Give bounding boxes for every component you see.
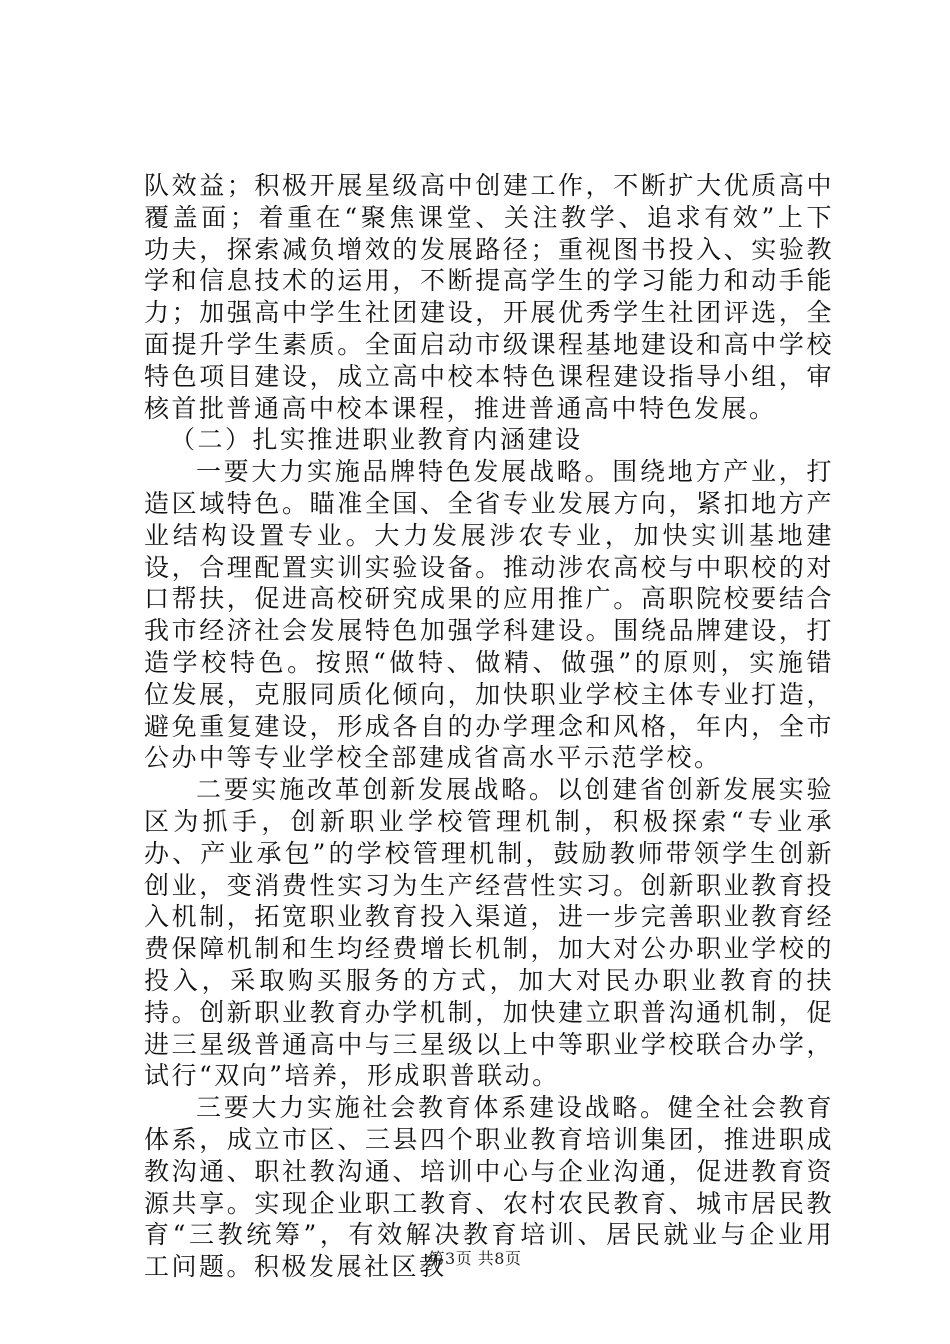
- paragraph-reform-strategy: 二要实施改革创新发展战略。以创建省创新发展实验区为抓手，创新职业学校管理机制，积极探索“专业承办、产业承包”的学校管理机制，鼓励教师带领学生创新创业，变消费性实习为生产经营性实习。创新职业教育投入机制，拓宽职业教育投入渠道，进一步完善职业教育经费保障机制和生均经费增长机制，加大对公办职业学校的投入，采取购买服务的方式，加大对民办职业教育的扶持。创新职业教育办学机制，加快建立职普沟通机制，促进三星级普通高中与三星级以上中等职业学校联合办学，试行“双向”培养，形成职普联动。: [144, 775, 834, 1091]
- paragraph-social-education: 三要大力实施社会教育体系建设战略。健全社会教育体系，成立市区、三县四个职业教育培训集团，推进职成教沟通、职社教沟通、培训中心与企业沟通，促进教育资源共享。实现企业职工教育、农村农民教育、城市居民教育“三教统筹”，有效解决教育培训、居民就业与企业用工问题。积极发展社区教: [144, 1093, 834, 1282]
- section-heading: （二）扎实推进职业教育内涵建设: [170, 425, 583, 455]
- document-body: [144, 170, 834, 1283]
- paragraph-brand-strategy: 一要大力实施品牌特色发展战略。围绕地方产业，打造区域特色。瞄准全国、全省专业发展方向，紧扣地方产业结构设置专业。大力发展涉农专业，加快实训基地建设，合理配置实训实验设备。推动涉农高校与中职校的对口帮扶，促进高校研究成果的应用推广。高职院校要结合我市经济社会发展特色加强学科建设。围绕品牌建设，打造学校特色。按照“做特、做精、做强”的原则，实施错位发展，克服同质化倾向，加快职业学校主体专业打造，避免重复建设，形成各自的办学理念和风格，年内，全市公办中等专业学校全部建成省高水平示范学校。: [144, 457, 834, 773]
- paragraph-continuation: 队效益；积极开展星级高中创建工作，不断扩大优质高中覆盖面；着重在“聚焦课堂、关注教学、追求有效”上下功夫，探索减负增效的发展路径；重视图书投入、实验教学和信息技术的运用，不断提高学生的学习能力和动手能力；加强高中学生社团建设，开展优秀学生社团评选，全面提升学生素质。全面启动市级课程基地建设和高中学校特色项目建设，成立高中校本特色课程建设指导小组，审核首批普通高中校本课程，推进普通高中特色发展。: [144, 171, 834, 423]
- page-footer: 第3页 共8页: [428, 1249, 522, 1268]
